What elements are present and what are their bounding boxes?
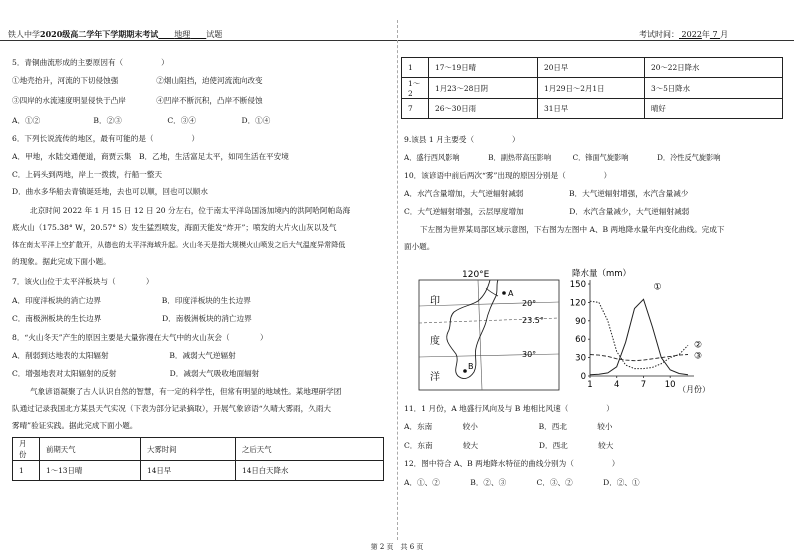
header-title: 铁人中学2020级高二学年下学期期末考试 地理 试题	[8, 29, 223, 39]
table-cell: 14日早	[141, 461, 236, 481]
q10-option-c: C．大气逆辐射增强，云层厚度增加 D．水汽含量减少，大气逆辐射减弱	[404, 207, 690, 216]
x-tick-label: 4	[614, 380, 620, 390]
passage2-line2: 队通过记录我国北方某县天气实况（下表为部分记录摘取），开展气象谚语“久晴大雾雨，久雨大	[12, 404, 332, 413]
coastline-inlet	[486, 288, 498, 296]
region-map	[418, 268, 568, 392]
table-cell: 1	[402, 58, 429, 78]
x-tick-label: 7	[640, 380, 647, 390]
series-line-2	[590, 301, 688, 368]
page-footer: 第 2 页 共 6 页	[370, 543, 424, 551]
table-cell: 14日白天降水	[236, 461, 384, 481]
series-line-1	[590, 299, 688, 375]
chart-xlabel: （月份）	[678, 385, 710, 394]
table-row	[402, 99, 783, 119]
column-divider	[397, 20, 398, 540]
x-tick-label: 1	[587, 380, 593, 390]
point-b-marker	[463, 369, 467, 373]
lon-label: 120°E	[462, 270, 490, 280]
q6-option-a: A．甲地，水陆交通便道，商贾云集 B．乙地，生活富足太平，如同生活在平安境	[12, 152, 289, 161]
y-tick-label: 120	[569, 298, 586, 309]
weather-table-part1	[12, 437, 384, 481]
series-label-3: ③	[694, 351, 703, 362]
passage3-line1: 下左图为世界某局部区域示意图，下右图为左图中 A、B 两地降水量年内变化曲线。完成下	[420, 225, 725, 234]
chart-ylabel: 降水量（mm）	[572, 269, 632, 279]
q5-line2: ③四岸的水流速度明显侵快于凸岸 ④凹岸不断沉积，凸岸不断侵蚀	[12, 96, 263, 105]
lat-30-label: 30°	[522, 350, 537, 359]
q7-option-a: A．印度洋板块的消亡边界 B．印度洋板块的生长边界	[12, 296, 251, 305]
q5-options: A．①② B．②③ C．③④ D．①④	[12, 116, 271, 125]
point-a-marker	[502, 291, 506, 295]
q11-option-c: C．东南 较大 D．西北 较大	[404, 441, 614, 450]
q8-option-c: C．增强地表对太阳辐射的反射 D．减弱大气吸收地面辐射	[12, 369, 260, 378]
passage1-line1: 北京时间 2022 年 1 月 15 日 12 日 20 分左右，位于南太平洋岛国汤加境内的洪阿哈阿帕岛海	[30, 206, 351, 215]
table-cell: 1～2	[402, 78, 429, 99]
table-row	[13, 461, 384, 481]
q5-line1: ①地壳抬升，河流的下切侵蚀强 ②烟山阻挡，迫使河流流向改变	[12, 76, 263, 85]
table-cell: 晴好	[645, 99, 783, 119]
ocean-char-3: 洋	[430, 372, 440, 383]
ocean-char-2: 度	[430, 336, 440, 347]
table-header-row	[13, 438, 384, 461]
q11-stem: 11．1 月份，A 地盛行风向及与 B 地相比风速（ ）	[404, 404, 614, 413]
lat-23-label: 23.5°	[522, 316, 544, 325]
y-tick-label: 60	[575, 335, 586, 346]
table-cell: 前期天气	[40, 438, 141, 461]
y-tick-label: 30	[575, 353, 586, 364]
table-cell: 大雾时间	[141, 438, 236, 461]
table-cell: 20～22日降水	[645, 58, 783, 78]
passage1-line2: 底火山（175.38° W，20.57° S）发生猛烈喷发，海面天能发“炸开”；喷发的大片火山灰以及气	[12, 223, 337, 232]
table-cell: 31日早	[538, 99, 645, 119]
q12-stem: 12．图中符合 A、B 两地降水特征的曲线分别为（ ）	[404, 459, 620, 468]
q8-option-a: A．削弱到达地表的太阳辐射 B．减弱大气逆辐射	[12, 351, 236, 360]
table-cell: 1～13日晴	[40, 461, 141, 481]
passage2-line1: 气象谚语凝聚了古人认识自然的智慧，有一定的科学性，但常有明显的地域性。某地理研学团	[30, 387, 342, 396]
ocean-char-1: 印	[430, 296, 440, 307]
lat-20-label: 20°	[522, 299, 537, 308]
table-row	[402, 78, 783, 99]
q6-stem: 6．下列长说流传的地区，最有可能的是（ ）	[12, 134, 200, 143]
q12-options: A．①、② B．②、③ C．③、② D．②、①	[404, 478, 640, 487]
weather-table-part2	[401, 57, 783, 119]
series-label-1: ①	[653, 282, 662, 293]
table-row	[402, 58, 783, 78]
q6-option-d: D．曲水多华船去青镇诞廷地，去也可以顺，回也可以顺水	[12, 187, 208, 196]
lon-line-120	[478, 280, 482, 390]
y-tick-label: 0	[580, 372, 586, 382]
lat-line-20	[419, 302, 559, 306]
map-frame	[419, 280, 559, 390]
passage2-line3: 雾晴”验证实践。据此完成下面小题。	[12, 421, 138, 430]
q5-stem: 5．青铜曲流形成的主要原因有（ ）	[12, 58, 169, 67]
x-tick-label: 10	[664, 380, 676, 390]
table-cell: 7	[402, 99, 429, 119]
series-line-3	[590, 355, 688, 361]
point-a-label: A	[508, 289, 514, 298]
q10-stem: 10．该谚语中前后两次“雾”出现的原因分别是（ ）	[404, 171, 612, 180]
q7-option-c: C．南极洲板块的生长边界 D．南极洲板块的消亡边界	[12, 314, 252, 323]
q8-stem: 8．“火山冬天”产生的原因主要是大量弥漫在大气中的火山灰会（ ）	[12, 333, 268, 342]
lat-line-30	[419, 354, 559, 357]
table-cell: 17～19日晴	[429, 58, 538, 78]
point-b-label: B	[468, 362, 474, 371]
y-tick-label: 150	[569, 280, 586, 290]
q10-option-a: A．水汽含量增加，大气逆辐射减弱 B．大气逆辐射增强，水汽含量减少	[404, 189, 689, 198]
table-cell: 1月29日～2月1日	[538, 78, 645, 99]
precipitation-chart	[560, 266, 732, 394]
table-cell: 3～5日降水	[645, 78, 783, 99]
table-cell: 月份	[13, 438, 40, 461]
table-cell: 1	[13, 461, 40, 481]
series-label-2: ②	[694, 340, 703, 351]
table-cell: 26～30日雨	[429, 99, 538, 119]
y-tick-label: 90	[575, 316, 586, 327]
q9-options: A．盛行西风影响 B．副热带高压影响 C．锋面气旋影响 D．冷性反气旋影响	[404, 153, 721, 162]
passage3-line2: 面小题。	[404, 242, 435, 251]
table-cell: 20日早	[538, 58, 645, 78]
table-cell: 之后天气	[236, 438, 384, 461]
table-cell: 1月23～28日阴	[429, 78, 538, 99]
passage1-line3: 体在南太平洋上空扩散开，从德也的太平洋海域升起。火山冬天是指大规模火山喷发之后大气温度异常降低	[12, 240, 346, 249]
passage1-line4: 的现象。据此完成下面小题。	[12, 257, 111, 266]
q9-stem: 9.该县 1 月主要受（ ）	[404, 135, 520, 144]
q11-option-a: A．东南 较小 B．西北 较小	[404, 422, 613, 431]
q6-option-c: C．上码头到两地，岸上一拨拨，行船一整天	[12, 170, 163, 179]
exam-time: 考试时间： 2022年 7 月	[639, 30, 729, 39]
q7-stem: 7．该火山位于太平洋板块与（ ）	[12, 277, 154, 286]
